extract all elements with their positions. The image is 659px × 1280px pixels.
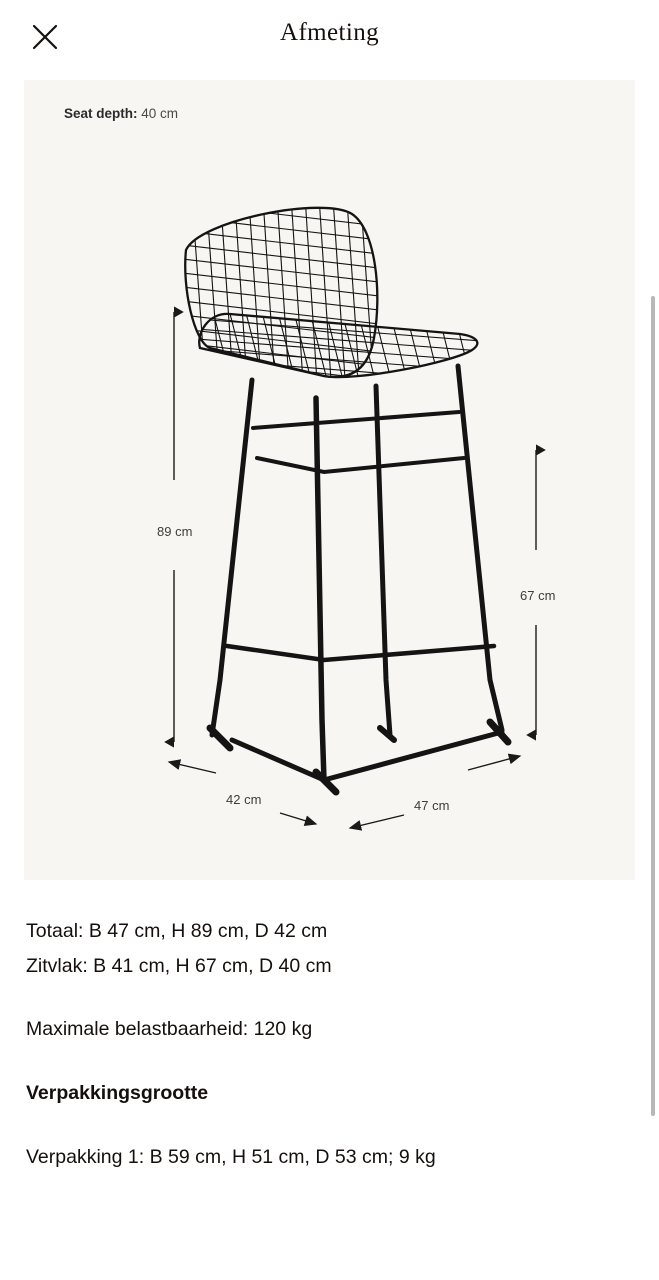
dimension-image-panel xyxy=(24,80,635,880)
chair-seat-outline xyxy=(199,314,477,377)
spec-packaging-1: Verpakking 1: B 59 cm, H 51 cm, D 53 cm; 9 kg xyxy=(26,1146,436,1168)
spec-max-load: Maximale belastbaarheid: 120 kg xyxy=(26,1018,313,1040)
specifications-section xyxy=(0,880,659,1175)
seat-depth-label: Seat depth: xyxy=(64,106,138,121)
dimension-depth: 42 cm xyxy=(226,792,262,807)
seat-depth-value: 40 cm xyxy=(141,106,179,121)
spec-seat: Zitvlak: B 41 cm, H 67 cm, D 40 cm xyxy=(26,955,332,977)
spec-total: Totaal: B 47 cm, H 89 cm, D 42 cm xyxy=(26,920,328,942)
page-title: Afmeting xyxy=(279,19,379,46)
scrollbar-track[interactable] xyxy=(653,148,657,1268)
chair-frame xyxy=(210,366,508,792)
dimension-total-height: 89 cm xyxy=(157,524,193,539)
modal-header xyxy=(0,0,659,74)
packaging-heading: Verpakkingsgrootte xyxy=(26,1082,209,1104)
barstool-dimension-diagram xyxy=(24,80,635,880)
dimension-seat-height: 67 cm xyxy=(520,588,556,603)
dimension-width: 47 cm xyxy=(414,798,450,813)
scrollbar-thumb[interactable] xyxy=(651,296,655,1116)
